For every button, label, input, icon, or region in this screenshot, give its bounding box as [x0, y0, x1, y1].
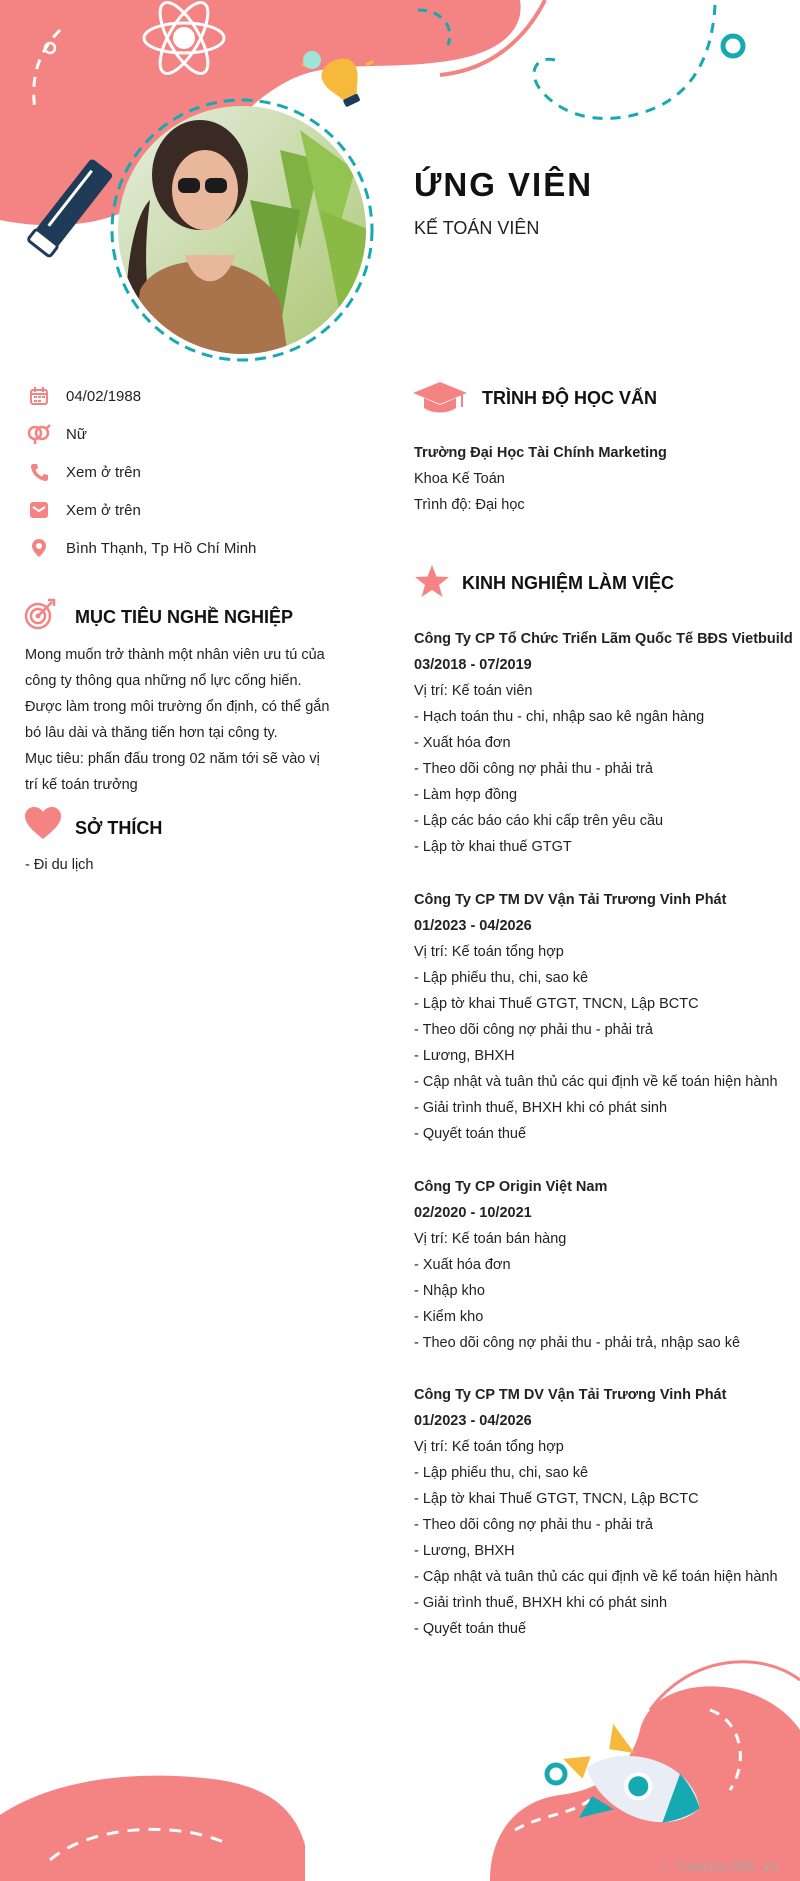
job-title: KẾ TOÁN VIÊN: [414, 218, 540, 238]
education-details: [414, 440, 794, 518]
company-name: Công Ty CP Tổ Chức Triển Lãm Quốc Tế BĐS Vietbuild: [414, 631, 793, 647]
gender-icon: [24, 423, 54, 445]
job-line: - Lương, BHXH: [414, 1543, 515, 1559]
faculty-name: Khoa Kế Toán: [414, 471, 505, 487]
job-period: 02/2020 - 10/2021: [414, 1205, 532, 1221]
job-line: - Theo dõi công nợ phải thu - phải trả: [414, 1517, 653, 1533]
job-entry-3: [414, 1174, 799, 1356]
job-line: - Lập tờ khai thuế GTGT: [414, 839, 572, 855]
job-line: - Theo dõi công nợ phải thu - phải trả: [414, 761, 653, 777]
job-line: - Kiểm kho: [414, 1309, 484, 1325]
calendar-icon: [24, 385, 54, 407]
address-row: [24, 535, 256, 561]
job-line: - Xuất hóa đơn: [414, 1257, 511, 1273]
watermark-text: Timviec365.vn: [676, 1860, 778, 1875]
star-icon: [414, 564, 450, 603]
location-icon: [24, 537, 54, 559]
objective-title: MỤC TIÊU NGHỀ NGHIỆP: [75, 607, 294, 627]
education-level: Trình độ: Đại học: [414, 497, 525, 513]
email-text: Xem ở trên: [66, 501, 141, 519]
watermark: ∴ Timviec365.vn: [660, 1860, 778, 1875]
job-line: - Lập phiếu thu, chi, sao kê: [414, 970, 589, 986]
objective-line: Được làm trong môi trường ổn định, có thể gắn: [25, 699, 330, 715]
birthday-row: [24, 383, 141, 409]
target-icon: [24, 598, 56, 635]
job-line: - Lập phiếu thu, chi, sao kê: [414, 1465, 589, 1481]
candidate-name: ỨNG VIÊN: [414, 166, 594, 203]
job-entry-1: [414, 626, 799, 860]
job-line: - Xuất hóa đơn: [414, 735, 511, 751]
objective-line: Mong muốn trở thành một nhân viên ưu tú của: [25, 647, 325, 663]
phone-row: [24, 459, 141, 485]
job-line: - Hạch toán thu - chi, nhập sao kê ngân hàng: [414, 709, 705, 725]
job-line: - Lập các báo cáo khi cấp trên yêu cầu: [414, 813, 664, 829]
objective-line: công ty thông qua những nổ lực cống hiến.: [25, 673, 302, 689]
birthday-text: 04/02/1988: [66, 387, 142, 405]
job-period: 03/2018 - 07/2019: [414, 657, 532, 673]
company-name: Công Ty CP Origin Việt Nam: [414, 1179, 608, 1195]
company-name: Công Ty CP TM DV Vận Tải Trương Vinh Phát: [414, 892, 727, 908]
heart-icon: [24, 806, 62, 845]
email-row: [24, 497, 141, 523]
gender-text: Nữ: [66, 425, 87, 443]
hobby-item: - Đi du lịch: [25, 857, 94, 873]
job-line: - Lương, BHXH: [414, 1048, 515, 1064]
job-line: - Giải trình thuế, BHXH khi có phát sinh: [414, 1100, 668, 1116]
education-title: TRÌNH ĐỘ HỌC VẤN: [482, 388, 657, 408]
job-line: - Theo dõi công nợ phải thu - phải trả, nhập sao kê: [414, 1335, 741, 1351]
job-entry-2: [414, 887, 799, 1147]
school-name: Trường Đại Học Tài Chính Marketing: [414, 445, 667, 461]
objective-line: Mục tiêu: phấn đấu trong 02 năm tới sẽ vào vị: [25, 751, 320, 767]
job-period: 01/2023 - 04/2026: [414, 1413, 532, 1429]
job-line: Vị trí: Kế toán viên: [414, 683, 533, 699]
graduation-cap-icon: [412, 380, 468, 421]
phone-text: Xem ở trên: [66, 463, 141, 481]
job-line: - Lập tờ khai Thuế GTGT, TNCN, Lập BCTC: [414, 1491, 699, 1507]
objective-text: [25, 642, 345, 798]
phone-icon: [24, 461, 54, 483]
job-line: - Quyết toán thuế: [414, 1126, 527, 1142]
experience-title: KINH NGHIỆM LÀM VIỆC: [462, 573, 675, 593]
job-line: Vị trí: Kế toán bán hàng: [414, 1231, 567, 1247]
job-line: - Làm hợp đồng: [414, 787, 518, 803]
job-entry-4: [414, 1382, 799, 1642]
address-text: Bình Thạnh, Tp Hồ Chí Minh: [66, 539, 257, 557]
job-line: Vị trí: Kế toán tổng hợp: [414, 944, 564, 960]
gender-row: [24, 421, 87, 447]
hobbies-title: SỞ THÍCH: [75, 818, 163, 838]
job-line: - Nhập kho: [414, 1283, 485, 1299]
job-line: - Quyết toán thuế: [414, 1621, 527, 1637]
job-period: 01/2023 - 04/2026: [414, 918, 532, 934]
mail-icon: [24, 499, 54, 521]
job-line: - Lập tờ khai Thuế GTGT, TNCN, Lập BCTC: [414, 996, 699, 1012]
hobbies-list: [25, 852, 345, 878]
job-line: Vị trí: Kế toán tổng hợp: [414, 1439, 564, 1455]
job-line: - Cập nhật và tuân thủ các qui định về kế toán hiện hành: [414, 1074, 778, 1090]
job-line: - Cập nhật và tuân thủ các qui định về kế toán hiện hành: [414, 1569, 778, 1585]
job-line: - Giải trình thuế, BHXH khi có phát sinh: [414, 1595, 668, 1611]
company-name: Công Ty CP TM DV Vận Tải Trương Vinh Phát: [414, 1387, 727, 1403]
job-line: - Theo dõi công nợ phải thu - phải trả: [414, 1022, 653, 1038]
objective-line: trí kế toán trưởng: [25, 777, 138, 793]
objective-line: bó lâu dài và thăng tiến hơn tại công ty.: [25, 725, 278, 741]
